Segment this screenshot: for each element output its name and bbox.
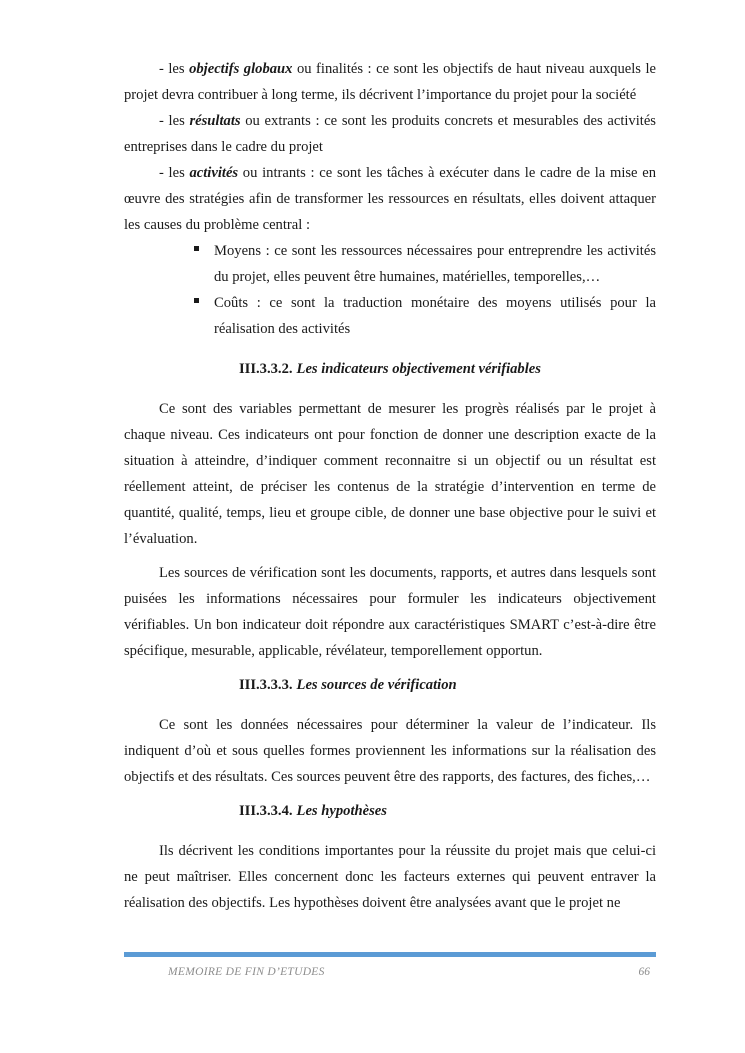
paragraph-332-2: Les sources de vérification sont les documents, rapports, et autres dans lesquels sont puisées les informations nécessaires pour formuler les indicateurs objectivement vérifiables. Un bon indicateur doit répondre aux caractéristiques SMART c’est-à-dire être spécifique, mesurable, applicable, révélateur, temporellement opportun. bbox=[124, 565, 656, 659]
term-resultats: résultats bbox=[189, 113, 241, 129]
paragraph-334-1: Ils décrivent les conditions importantes pour la réussite du projet mais que celui-ci ne peut maîtriser. Elles concernent donc les facteurs externes qui peuvent entraver la réalisation des objectifs. Les hypothèses doivent être analysées avant que le projet ne bbox=[124, 843, 656, 911]
bullet-item-couts: Coûts : ce sont la traduction monétaire des moyens utilisés pour la réalisation des activités bbox=[194, 290, 656, 342]
paragraph-332-1: Ce sont des variables permettant de mesurer les progrès réalisés par le projet à chaque niveau. Ces indicateurs ont pour fonction de donner une description exacte de la situation à atteindre, d’indiquer comment reconnaitre si un objectif ou un résultat est réellement atteint, de préciser les contenus de la stratégie d’intervention en terme de quantité, qualité, temps, lieu et groupe cible, de donner une base objective pour le suivi et l’évaluation. bbox=[124, 401, 656, 547]
section-heading-332: III.3.3.2. Les indicateurs objectivement vérifiables bbox=[239, 361, 541, 377]
paragraph-333-1: Ce sont les données nécessaires pour déterminer la valeur de l’indicateur. Ils indiquent d’où et sous quelles formes proviennent les informations sur la réalisation des objectifs et des résultats. Ces sources peuvent être des rapports, des factures, des fiches,… bbox=[124, 717, 656, 785]
paragraph-resultats: - les résultats ou extrants : ce sont les produits concrets et mesurables des activités entreprises dans le cadre du projet bbox=[124, 113, 656, 155]
section-heading-333: III.3.3.3. Les sources de vérification bbox=[239, 677, 457, 693]
term-activites: activités bbox=[189, 165, 239, 181]
bullet-list bbox=[194, 238, 656, 342]
page-body bbox=[124, 56, 656, 916]
footer-divider bbox=[124, 952, 656, 957]
section-heading-334: III.3.3.4. Les hypothèses bbox=[239, 803, 387, 819]
footer-title: MEMOIRE DE FIN D’ETUDES bbox=[168, 966, 325, 978]
paragraph-objectifs-globaux: - les objectifs globaux ou finalités : ce sont les objectifs de haut niveau auxquels le projet devra contribuer à long terme, ils décrivent l’importance du projet pour la société bbox=[124, 61, 656, 103]
term-objectifs-globaux: objectifs globaux bbox=[189, 61, 293, 77]
paragraph-activites: - les activités ou intrants : ce sont les tâches à exécuter dans le cadre de la mise en œuvre des stratégies afin de transformer les ressources en résultats, elles doivent attaquer les causes du problème central : bbox=[124, 165, 656, 233]
bullet-item-moyens: Moyens : ce sont les ressources nécessaires pour entreprendre les activités du projet, elles peuvent être humaines, matérielles, temporelles,… bbox=[194, 238, 656, 290]
page-number: 66 bbox=[638, 966, 650, 978]
